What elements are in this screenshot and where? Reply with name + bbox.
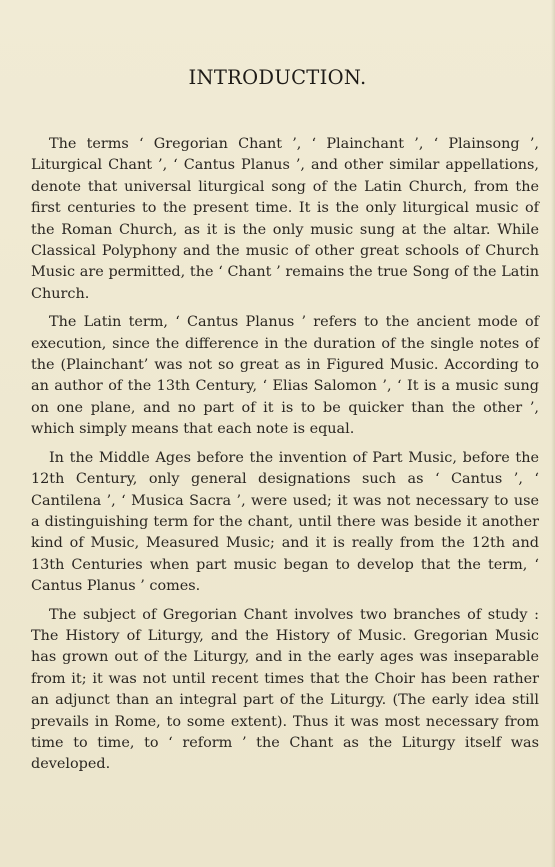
paragraph-2: The Latin term, ‘ Cantus Planus ’ refers to the ancient mode of execution, since the difference in the duration of the single notes of the (Plainchant’ was not so great as in Figured Music. According to an author of the 13th Century, ‘ Elias Salomon ’, ‘ It is a music sung on one plane, and no part of it is to be quicker than the other ’, which simply means that each note is equal. [31, 314, 539, 438]
page-edge-shadow [551, 0, 555, 867]
paragraph-4: The subject of Gregorian Chant involves two branches of study : The History of Liturgy, and the History of Music. Gregorian Music has grown out of the Liturgy, and in the early ages was inseparable from it; it was not until recent times that the Choir has been rather an adjunct than an integral part of the Liturgy. (The early idea still prevails in Rome, to some extent). Thus it was most necessary from time to time, to ‘ reform ’ the Chant as the Liturgy itself was developed. [31, 606, 539, 773]
page-title: INTRODUCTION. [188, 66, 367, 89]
paragraph-3: In the Middle Ages before the invention of Part Music, before the 12th Century, only general designations such as ‘ Cantus ’, ‘ Cantilena ’, ‘ Musica Sacra ’, were used; it was not necessary to use a distinguishing term for the chant, until there was beside it another kind of Music, Measured Music; and it is really from the 12th and 13th Centuries when part music began to develop that the term, ‘ Cantus Planus ’ comes. [31, 449, 539, 595]
paragraph-1: The terms ‘ Gregorian Chant ’, ‘ Plainchant ’, ‘ Plainsong ’, Liturgical Chant ’, ‘ Cantus Planus ’, and other similar appellations, denote that universal liturgical song of the Latin Church, from the first centuries to the present time. It is the only liturgical music of the Roman Church, as it is the only music sung at the altar. While Classical Polyphony and the music of other great schools of Church Music are permitted, the ‘ Chant ’ remains the true Song of the Latin Church. [31, 136, 539, 302]
page-body [31, 134, 539, 783]
